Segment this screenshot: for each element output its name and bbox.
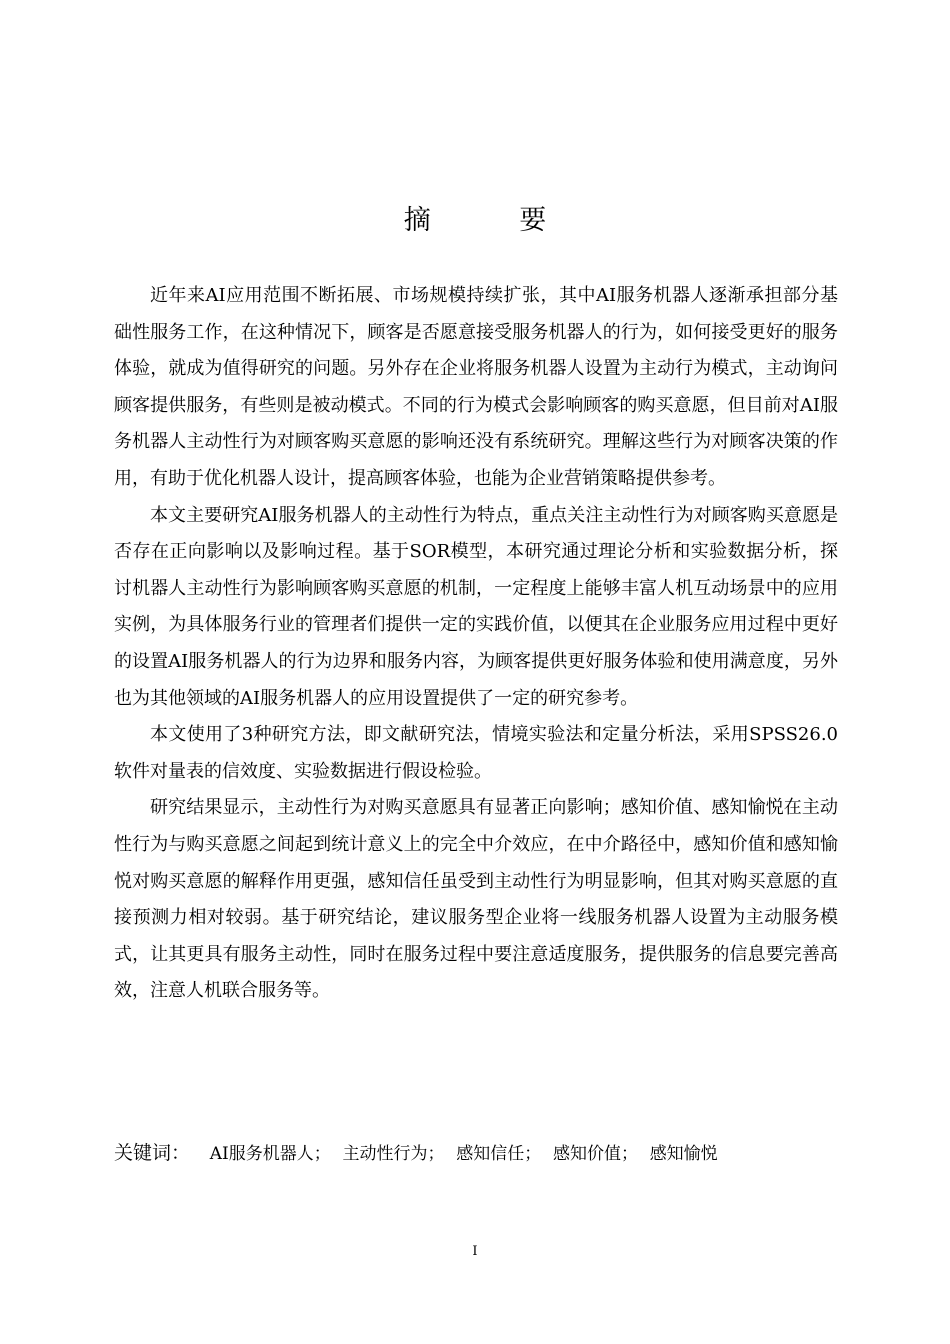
keywords-line <box>114 1137 838 1170</box>
keyword-item: 感知愉悦 <box>649 1144 718 1164</box>
abstract-paragraph-1: 近年来AI应用范围不断拓展、市场规模持续扩张，其中AI服务机器人逐渐承担部分基础性服务工作，在这种情况下，顾客是否愿意接受服务机器人的行为，如何接受更好的服务体验，就成为值得研究的问题。另外存在企业将服务机器人设置为主动行为模式，主动询问顾客提供服务，有些则是被动模式。不同的行为模式会影响顾客的购买意愿，但目前对AI服务机器人主动性行为对顾客购买意愿的影响还没有系统研究。理解这些行为对顾客决策的作用，有助于优化机器人设计，提高顾客体验，也能为企业营销策略提供参考。 <box>114 285 838 489</box>
abstract-body <box>114 278 838 1010</box>
abstract-paragraph-3: 本文使用了3种研究方法，即文献研究法，情境实验法和定量分析法，采用SPSS26.0软件对量表的信效度、实验数据进行假设检验。 <box>114 724 838 782</box>
keyword-item: AI服务机器人； <box>209 1144 331 1164</box>
page-number: I <box>472 1244 478 1259</box>
abstract-paragraph-4: 研究结果显示，主动性行为对购买意愿具有显著正向影响；感知价值、感知愉悦在主动性行为与购买意愿之间起到统计意义上的完全中介效应，在中介路径中，感知价值和感知愉悦对购买意愿的解释作用更强，感知信任虽受到主动性行为明显影响，但其对购买意愿的直接预测力相对较弱。基于研究结论，建议服务型企业将一线服务机器人设置为主动服务模式，让其更具有服务主动性，同时在服务过程中要注意适度服务，提供服务的信息要完善高效，注意人机联合服务等。 <box>114 797 838 1002</box>
keywords-label: 关键词： <box>114 1142 191 1164</box>
page-title: 摘 要 <box>403 205 587 236</box>
abstract-paragraph-2: 本文主要研究AI服务机器人的主动性行为特点，重点关注主动性行为对顾客购买意愿是否存在正向影响以及影响过程。基于SOR模型，本研究通过理论分析和实验数据分析，探讨机器人主动性行为影响顾客购买意愿的机制，一定程度上能够丰富人机互动场景中的应用实例，为具体服务行业的管理者们提供一定的实践价值，以便其在企业服务应用过程中更好的设置AI服务机器人的行为边界和服务内容，为顾客提供更好服务体验和使用满意度，另外也为其他领域的AI服务机器人的应用设置提供了一定的研究参考。 <box>114 504 838 709</box>
keyword-item: 感知信任； <box>456 1144 542 1164</box>
keyword-item: 主动性行为； <box>342 1144 445 1164</box>
keyword-item: 感知价值； <box>552 1144 638 1164</box>
